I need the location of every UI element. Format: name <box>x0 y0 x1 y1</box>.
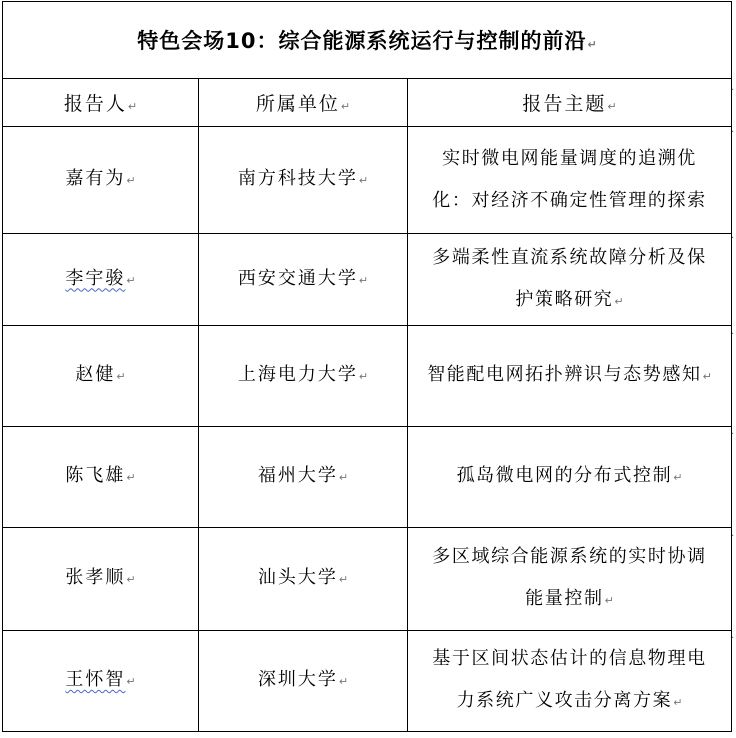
header-affiliation: 所属单位↵ <box>199 79 408 127</box>
title-row <box>3 2 732 79</box>
row-end-mark: · <box>731 633 735 644</box>
row-end-mark: · <box>731 85 735 96</box>
paragraph-mark: ↵ <box>604 594 614 607</box>
affiliation-cell: 福州大学↵ <box>199 427 408 528</box>
table-title: 特色会场10：综合能源系统运行与控制的前沿↵ <box>3 2 732 79</box>
paragraph-mark: ↵ <box>340 100 351 113</box>
row-end-mark: · <box>731 329 735 340</box>
affiliation-cell: 汕头大学↵ <box>199 528 408 631</box>
table-row <box>3 234 732 326</box>
paragraph-mark: ↵ <box>126 174 136 187</box>
affiliation-cell: 上海电力大学↵ <box>199 326 408 427</box>
paragraph-mark: ↵ <box>607 100 617 113</box>
topic-cell: 多区域综合能源系统的实时协调 能量控制↵ <box>408 528 732 631</box>
speaker-cell: 张孝顺↵ <box>3 528 199 631</box>
speaker-cell: 李宇骏↵ <box>3 234 199 326</box>
speaker-cell: 王怀智↵ <box>3 631 199 732</box>
table-row <box>3 631 732 732</box>
paragraph-mark: ↵ <box>614 294 624 308</box>
paragraph-mark: ↵ <box>127 100 138 113</box>
table-row <box>3 326 732 427</box>
topic-cell: 基于区间状态估计的信息物理电 力系统广义攻击分离方案↵ <box>408 631 732 732</box>
topic-cell: 孤岛微电网的分布式控制↵ <box>408 427 732 528</box>
row-end-mark: · <box>731 233 735 244</box>
session-table <box>2 1 732 732</box>
paragraph-mark: ↵ <box>126 573 136 586</box>
row-end-mark: · <box>731 429 735 440</box>
paragraph-mark: ↵ <box>126 273 136 287</box>
row-end-mark: · <box>731 531 735 542</box>
header-topic: 报告主题↵ <box>408 79 732 127</box>
speaker-cell: 赵健↵ <box>3 326 199 427</box>
paragraph-mark: ↵ <box>126 471 136 484</box>
affiliation-cell: 南方科技大学↵ <box>199 127 408 234</box>
header-speaker: 报告人↵ <box>3 79 199 127</box>
speaker-cell: 陈飞雄↵ <box>3 427 199 528</box>
paragraph-mark: ↵ <box>116 370 126 383</box>
topic-cell: 实时微电网能量调度的追溯优 化：对经济不确定性管理的探索 <box>408 127 732 234</box>
table-row <box>3 528 732 631</box>
paragraph-mark: ↵ <box>358 370 369 383</box>
paragraph-mark: ↵ <box>338 471 349 484</box>
topic-cell: 多端柔性直流系统故障分析及保 护策略研究↵ <box>408 234 732 326</box>
topic-cell: 智能配电网拓扑辨识与态势感知↵ <box>408 326 732 427</box>
paragraph-mark: ↵ <box>702 370 712 383</box>
table-row <box>3 427 732 528</box>
paragraph-mark: ↵ <box>358 174 369 187</box>
paragraph-mark: ↵ <box>338 675 349 688</box>
paragraph-mark: ↵ <box>126 675 136 688</box>
speaker-cell: 嘉有为↵ <box>3 127 199 234</box>
paragraph-mark: ↵ <box>587 38 597 51</box>
table-row <box>3 127 732 234</box>
header-row <box>3 79 732 127</box>
paragraph-mark: ↵ <box>673 471 683 484</box>
affiliation-cell: 西安交通大学↵ <box>199 234 408 326</box>
paragraph-mark: ↵ <box>338 573 349 586</box>
affiliation-cell: 深圳大学↵ <box>199 631 408 732</box>
paragraph-mark: ↵ <box>673 696 683 709</box>
paragraph-mark: ↵ <box>358 273 369 287</box>
row-end-mark: · <box>731 127 735 138</box>
